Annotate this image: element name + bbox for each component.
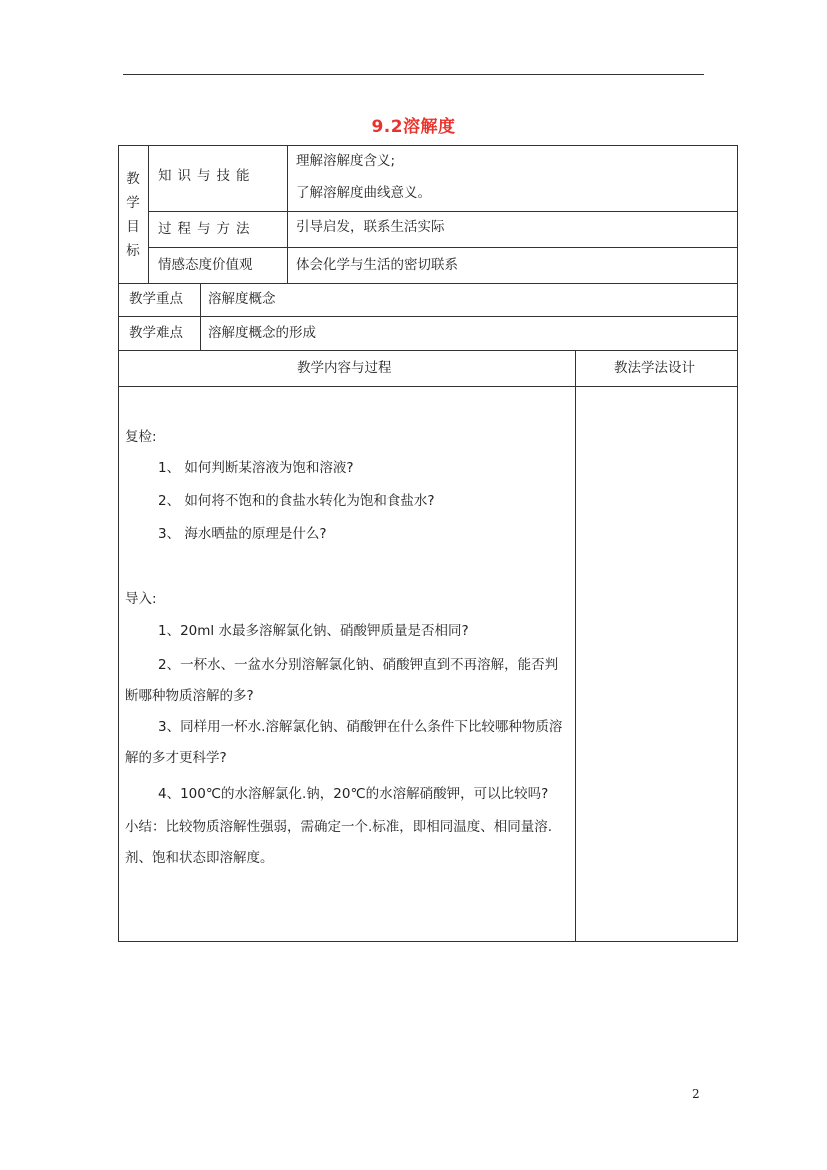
divider [148,247,737,248]
objectives-label-char: 目 [126,219,140,235]
objective-line: 引导启发，联系生活实际 [296,219,445,235]
objectives-label-char: 学 [126,195,140,211]
category-knowledge: 知识与技能 [158,168,256,184]
objective-line: 理解溶解度含义; [296,153,396,169]
category-attitude: 情感态度价值观 [158,257,253,273]
objective-line: 了解溶解度曲线意义。 [296,185,431,201]
column-header-method: 教法学法设计 [614,360,695,376]
difficulty-value: 溶解度概念的形成 [208,325,316,341]
objectives-label-char: 标 [126,243,140,259]
review-item: 2、 如何将不饱和的食盐水转化为饱和食盐水? [158,493,435,509]
review-heading: 复检: [125,429,157,445]
summary: 小结：比较物质溶解性强弱，需确定一个.标准，即相同温度、相同量溶.剂、饱和状态即溶解度。 [125,819,553,866]
objectives-label-char: 教 [126,171,140,187]
intro-heading: 导入: [125,591,157,607]
intro-item: 2、一杯水、一盆水分别溶解氯化钠、硝酸钾直到不再溶解，能否判断哪种物质溶解的多? [125,657,559,704]
divider [200,283,201,350]
review-item: 1、 如何判断某溶液为饱和溶液? [158,460,354,476]
intro-item: 1、20ml 水最多溶解氯化钠、硝酸钾质量是否相同? [158,623,469,639]
divider [118,386,738,387]
document-title: 9.2溶解度 [371,117,456,137]
divider [118,316,738,317]
objectives-label [123,167,143,263]
review-item: 3、 海水晒盐的原理是什么? [158,526,327,542]
category-process: 过程与方法 [158,221,256,237]
column-header-content: 教学内容与过程 [297,360,392,376]
key-point-label: 教学重点 [129,291,183,307]
objective-line: 体会化学与生活的密切联系 [296,257,458,273]
divider [575,350,576,941]
header-rule [123,74,704,75]
page-number: 2 [692,1087,700,1101]
intro-item: 4、100℃的水溶解氯化.钠，20℃的水溶解硝酸钾，可以比较吗? [158,786,549,802]
difficulty-label: 教学难点 [129,325,183,341]
divider [148,211,737,212]
intro-item: 3、同样用一杯水.溶解氯化钠、硝酸钾在什么条件下比较哪种物质溶解的多才更科学? [125,719,563,766]
divider [287,145,288,283]
divider [148,145,149,283]
key-point-value: 溶解度概念 [208,291,276,307]
